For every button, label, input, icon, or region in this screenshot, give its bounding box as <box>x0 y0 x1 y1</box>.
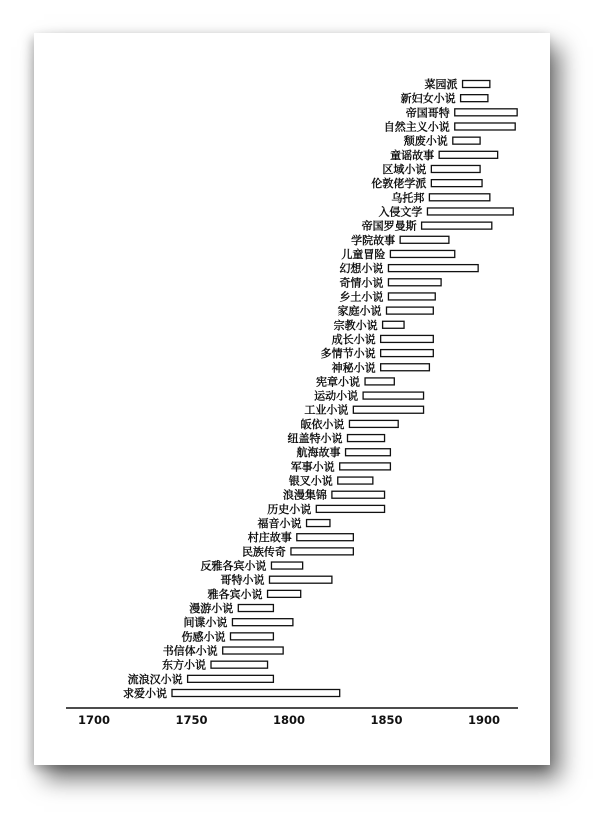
bar-label-22: 宪章小说 <box>316 375 361 389</box>
bar-label-37: 雅各宾小说 <box>207 587 263 601</box>
bar-35 <box>271 562 302 569</box>
bar-label-21: 神秘小说 <box>331 361 376 375</box>
bar-label-39: 间谍小说 <box>183 616 228 630</box>
bar-22 <box>365 378 394 385</box>
bar-36 <box>270 576 332 583</box>
bar-label-5: 颓废小说 <box>403 134 448 148</box>
bar-label-38: 漫游小说 <box>189 602 234 616</box>
bar-1 <box>463 81 490 88</box>
bar-label-41: 书信体小说 <box>162 644 218 658</box>
bar-32 <box>307 520 330 527</box>
bar-5 <box>453 137 480 144</box>
bar-43 <box>188 675 274 682</box>
bar-label-24: 工业小说 <box>304 403 349 417</box>
bar-33 <box>297 534 354 541</box>
bar-38 <box>238 605 273 612</box>
bar-40 <box>231 633 274 640</box>
bar-label-8: 伦敦佬学派 <box>371 177 427 191</box>
bar-37 <box>268 590 301 597</box>
bar-4 <box>455 123 515 130</box>
bar-label-16: 乡土小说 <box>339 290 384 304</box>
bar-23 <box>363 392 423 399</box>
bar-21 <box>381 364 430 371</box>
bar-label-23: 运动小说 <box>314 389 359 403</box>
bar-label-1: 菜园派 <box>424 78 458 91</box>
bar-9 <box>429 194 489 201</box>
bar-label-14: 幻想小说 <box>339 262 384 276</box>
x-tick-label-1750: 1750 <box>175 713 208 727</box>
bar-15 <box>388 279 441 286</box>
bar-44 <box>172 690 340 697</box>
bar-17 <box>387 307 434 314</box>
labels-layer <box>123 77 458 700</box>
bar-label-40: 伤感小说 <box>181 630 226 644</box>
bar-7 <box>431 165 480 172</box>
x-tick-labels <box>78 713 500 727</box>
bar-label-43: 流浪汉小说 <box>127 672 183 686</box>
bar-20 <box>381 350 434 357</box>
bar-8 <box>431 180 482 187</box>
bar-label-13: 儿童冒险 <box>341 247 386 261</box>
bar-label-26: 纽盖特小说 <box>287 432 343 446</box>
bar-label-29: 银叉小说 <box>288 474 333 488</box>
bar-30 <box>332 491 385 498</box>
bar-11 <box>422 222 492 229</box>
x-tick-label-1850: 1850 <box>370 713 403 727</box>
bar-label-17: 家庭小说 <box>337 304 382 318</box>
bar-19 <box>381 335 434 342</box>
bar-31 <box>316 505 384 512</box>
bar-label-18: 宗教小说 <box>333 318 378 332</box>
bar-41 <box>223 647 283 654</box>
bar-label-4: 自然主义小说 <box>383 120 450 134</box>
bar-label-9: 乌托邦 <box>391 191 425 205</box>
bar-28 <box>340 463 391 470</box>
bar-label-10: 入侵文学 <box>378 205 423 219</box>
bar-label-20: 多情节小说 <box>320 347 376 361</box>
bar-label-2: 新妇女小说 <box>400 92 456 106</box>
bar-label-27: 航海故事 <box>296 446 341 460</box>
bar-label-19: 成长小说 <box>331 332 376 346</box>
bar-12 <box>400 236 449 243</box>
bar-label-32: 福音小说 <box>257 517 302 531</box>
genre-timeline-chart <box>34 33 550 765</box>
bar-label-12: 学院故事 <box>351 233 396 247</box>
bar-13 <box>390 250 454 257</box>
bar-6 <box>439 151 498 158</box>
x-tick-label-1900: 1900 <box>467 713 501 727</box>
bar-25 <box>349 420 398 427</box>
bar-29 <box>338 477 373 484</box>
bar-label-11: 帝国罗曼斯 <box>361 219 417 233</box>
bar-14 <box>388 265 478 272</box>
bar-label-36: 哥特小说 <box>220 573 265 587</box>
bar-label-28: 军事小说 <box>290 460 335 474</box>
bar-2 <box>461 95 488 102</box>
bar-label-42: 东方小说 <box>162 658 206 672</box>
bar-label-30: 浪漫集锦 <box>282 488 327 502</box>
bar-label-3: 帝国哥特 <box>405 106 450 120</box>
bar-label-7: 区域小说 <box>382 162 427 176</box>
bar-label-35: 反雅各宾小说 <box>200 559 267 573</box>
bar-label-31: 历史小说 <box>267 502 312 516</box>
bar-24 <box>353 406 423 413</box>
bar-label-15: 奇情小说 <box>339 276 384 290</box>
bar-16 <box>388 293 435 300</box>
bar-18 <box>383 321 404 328</box>
bar-label-33: 村庄故事 <box>247 531 292 545</box>
bar-26 <box>348 435 385 442</box>
x-tick-label-1700: 1700 <box>77 713 111 727</box>
bar-27 <box>346 449 391 456</box>
bar-3 <box>455 109 517 116</box>
bar-34 <box>291 548 353 555</box>
chart-card <box>34 33 550 765</box>
bar-label-44: 求爱小说 <box>123 687 167 700</box>
bar-10 <box>427 208 513 215</box>
bar-label-34: 民族传奇 <box>241 545 286 559</box>
x-tick-label-1800: 1800 <box>272 713 306 727</box>
bar-label-6: 童谣故事 <box>390 148 435 162</box>
bar-39 <box>232 619 292 626</box>
bar-label-25: 皈依小说 <box>300 417 345 431</box>
bar-42 <box>211 661 268 668</box>
